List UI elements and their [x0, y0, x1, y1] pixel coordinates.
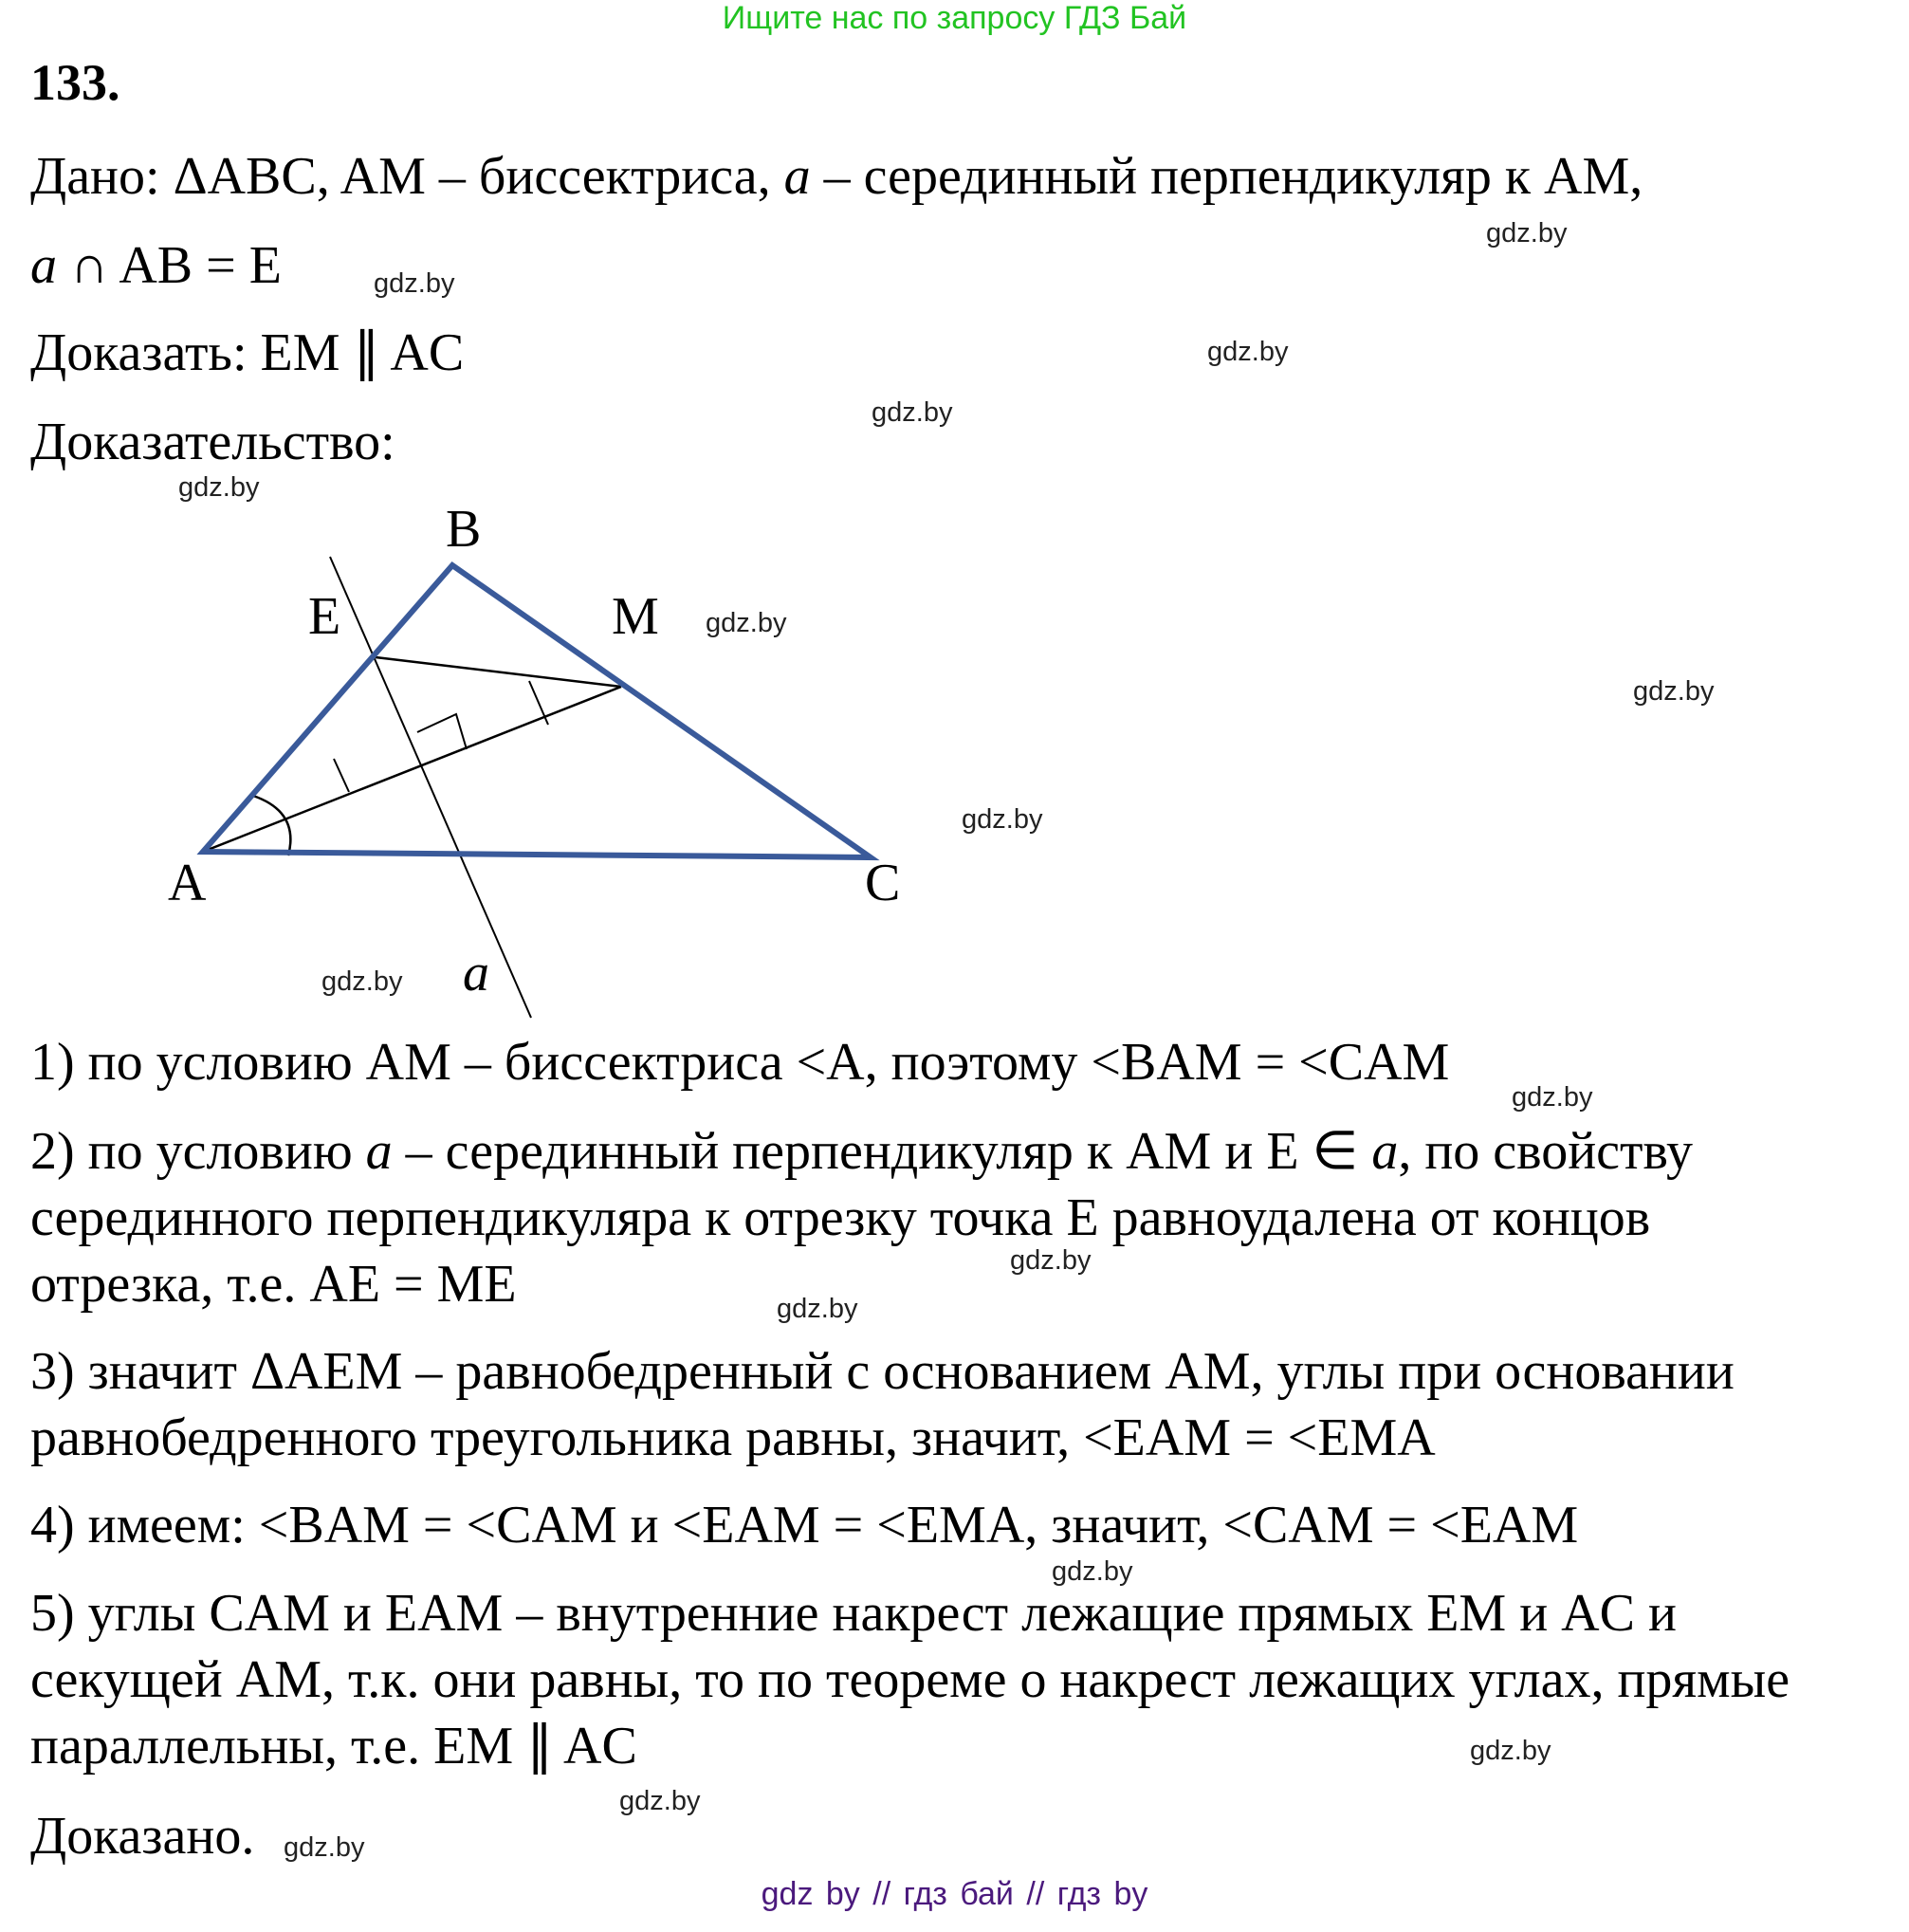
label-e: E [308, 587, 341, 646]
step-2-line-1 [30, 1122, 1694, 1181]
step-3-line-2: равнобедренного треугольника равны, значит, <EAM = <EMA [30, 1408, 1436, 1467]
step-5-line-1: 5) углы CAM и EAM – внутренние накрест лежащие прямых EM и AC и [30, 1584, 1677, 1643]
step2-var: a [365, 1122, 393, 1181]
right-angle-mark [417, 714, 467, 749]
step-3-line-1: 3) значит ΔAEM – равнобедренный с основанием AM, углы при основании [30, 1342, 1735, 1401]
label-line-a: a [463, 944, 489, 1003]
given-suffix: – серединный перпендикуляр к AM, [810, 147, 1643, 206]
footer-links: gdz by // гдз бай // гдз by [761, 1876, 1148, 1912]
watermark: gdz.by [178, 472, 260, 503]
step2-mid: – серединный перпендикуляр к AM и E ∈ [392, 1122, 1372, 1181]
watermark: gdz.by [706, 608, 787, 638]
step2-prefix: 2) по условию [30, 1122, 366, 1181]
tick-mark-1 [334, 759, 349, 792]
bisector-am [203, 687, 621, 852]
step-2-line-2: серединного перпендикуляра к отрезку точка E равноудалена от концов [30, 1188, 1651, 1247]
watermark: gdz.by [872, 397, 953, 428]
watermark: gdz.by [1512, 1082, 1593, 1113]
step2-suffix: , по свойству [1398, 1122, 1694, 1181]
segment-em [376, 657, 621, 687]
label-c: C [865, 854, 901, 912]
given2-suffix: ∩ AB = E [57, 236, 282, 295]
given2-var: a [30, 236, 57, 295]
given-var: a [783, 147, 811, 206]
watermark: gdz.by [1633, 676, 1715, 707]
watermark: gdz.by [1052, 1556, 1133, 1587]
watermark: gdz.by [1010, 1245, 1092, 1276]
given-prefix: Дано: ΔABC, AM – биссектриса, [30, 147, 784, 206]
label-a: A [168, 854, 207, 912]
step2-var2: a [1371, 1122, 1399, 1181]
watermark: gdz.by [284, 1832, 365, 1863]
watermark: gdz.by [1207, 337, 1289, 367]
conclusion: Доказано. [30, 1807, 255, 1866]
watermark: gdz.by [1470, 1736, 1551, 1766]
perpendicular-line-a [330, 557, 531, 1018]
step-4: 4) имеем: <BAM = <CAM и <EAM = <EMA, значит, <CAM = <EAM [30, 1496, 1579, 1555]
watermark: gdz.by [374, 268, 455, 299]
step-5-line-3: параллельны, т.е. EM ∥ AC [30, 1717, 637, 1776]
watermark: gdz.by [777, 1294, 858, 1324]
watermark: gdz.by [1486, 218, 1568, 248]
watermark: gdz.by [619, 1786, 701, 1816]
prove-statement: Доказать: EM ∥ AC [30, 323, 465, 382]
watermark: gdz.by [321, 966, 403, 997]
step-5-line-2: секущей AM, т.к. они равны, то по теореме о накрест лежащих углах, прямые [30, 1650, 1790, 1709]
proof-title: Доказательство: [30, 413, 395, 471]
step-2-line-3: отрезка, т.е. AE = ME [30, 1255, 517, 1314]
step-1: 1) по условию AM – биссектриса <A, поэтому <BAM = <CAM [30, 1033, 1450, 1092]
label-m: M [612, 587, 659, 646]
problem-number: 133. [30, 54, 120, 111]
search-banner: Ищите нас по запросу ГДЗ Бай [722, 0, 1187, 36]
watermark: gdz.by [962, 804, 1043, 835]
label-b: B [446, 500, 482, 559]
